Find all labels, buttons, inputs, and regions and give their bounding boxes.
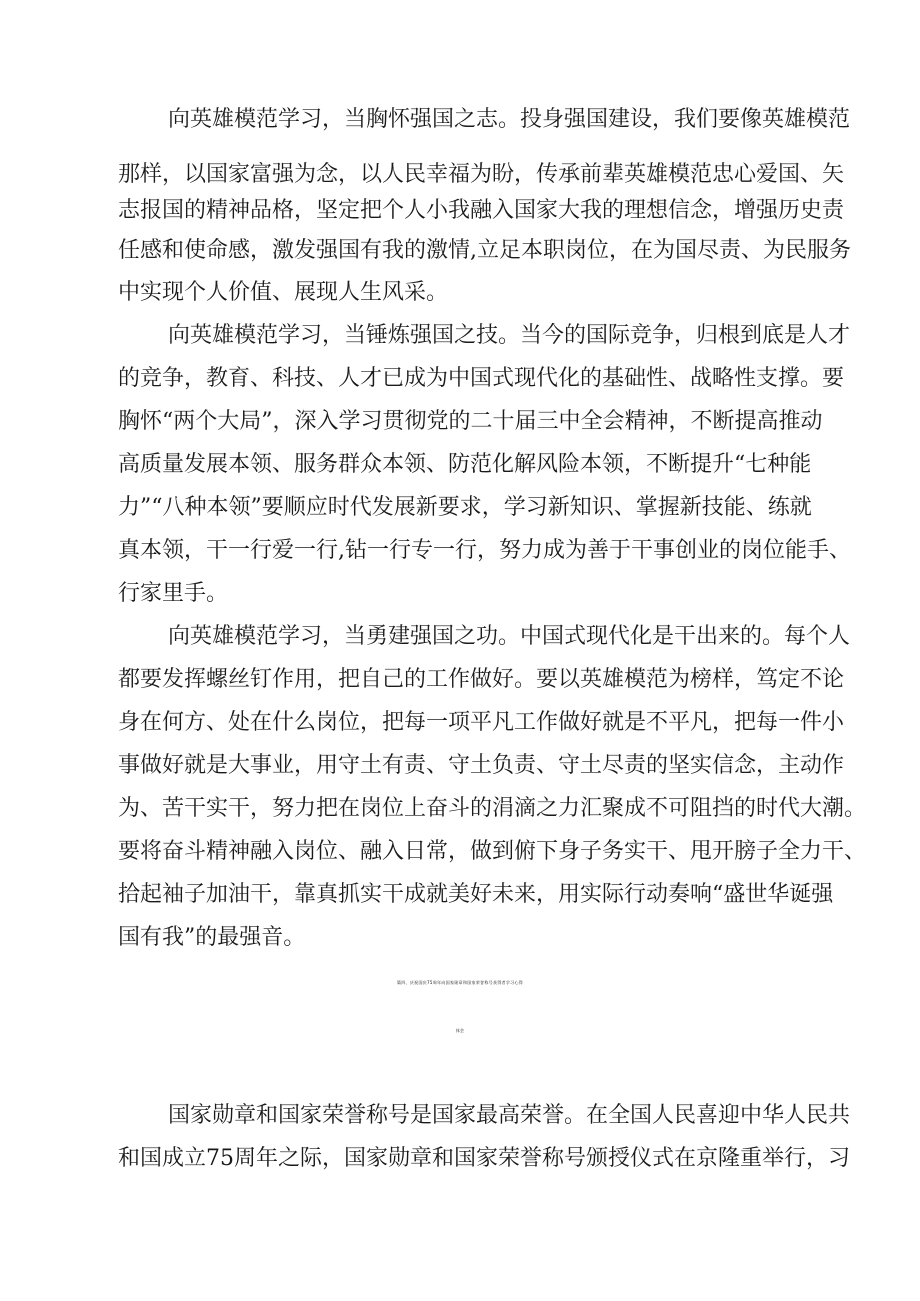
paragraph-line: 为、苦干实干，努力把在岗位上奋斗的涓滴之力汇聚成不可阻挡的时代大潮。	[118, 796, 867, 821]
paragraph-line: 向英雄模范学习，当锤炼强国之技。当今的国际竞争，归根到底是人才	[168, 323, 851, 348]
paragraph-line: 国有我”的最强音。	[118, 925, 306, 950]
paragraph-line: 胸怀“两个大局”，深入学习贯彻党的二十届三中全会精神，不断提高推动	[118, 409, 823, 434]
paragraph-line: 的竞争，教育、科技、人才已成为中国式现代化的基础性、战略性支撑。要	[118, 366, 845, 391]
paragraph-line: 向英雄模范学习，当勇建强国之功。中国式现代化是干出来的。每个人	[168, 624, 851, 649]
section-heading-line: 体会	[455, 1028, 465, 1033]
paragraph-line: 中实现个人价值、展现人生风采。	[118, 280, 449, 305]
paragraph-line: 力”“八种本领”要顺应时代发展新要求，学习新知识、掌握新技能、练就	[118, 495, 812, 520]
paragraph-line: 那样，以国家富强为念，以人民幸福为盼，传承前辈英雄模范忠心爱国、矢	[118, 162, 845, 187]
paragraph-line: 高质量发展本领、服务群众本领、防范化解风险本领，不断提升“七种能	[118, 452, 812, 477]
paragraph-line: 和国成立75周年之际，国家勋章和国家荣誉称号颁授仪式在京隆重举行，习	[118, 1146, 850, 1171]
paragraph-line: 国家勋章和国家荣誉称号是国家最高荣誉。在全国人民喜迎中华人民共	[168, 1103, 851, 1128]
paragraph-line: 行家里手。	[118, 581, 229, 606]
paragraph-line: 向英雄模范学习，当胸怀强国之志。投身强国建设，我们要像英雄模范	[168, 107, 851, 132]
section-heading-line: 篇四、庆祝国庆75周年向国家勋章和国家荣誉称号获得者学习心得	[396, 980, 524, 985]
paragraph-line: 真本领，干一行爱一行,钻一行专一行，努力成为善于干事创业的岗位能手、	[118, 538, 851, 563]
paragraph-line: 拾起袖子加油干，靠真抓实干成就美好未来，用实际行动奏响“盛世华诞强	[118, 882, 834, 907]
paragraph-line: 身在何方、处在什么岗位，把每一项平凡工作做好就是不平凡，把每一件小	[118, 710, 845, 735]
paragraph-line: 都要发挥螺丝钉作用，把自己的工作做好。要以英雄模范为榜样，笃定不论	[118, 667, 845, 692]
paragraph-line: 志报国的精神品格，坚定把个人小我融入国家大我的理想信念，增强历史责	[118, 198, 845, 223]
paragraph-line: 任感和使命感，激发强国有我的激情,立足本职岗位，在为国尽责、为民服务	[118, 238, 851, 263]
paragraph-line: 要将奋斗精神融入岗位、融入日常，做到俯下身子务实干、甩开膀子全力干、	[118, 839, 867, 864]
paragraph-line: 事做好就是大事业，用守土有责、守土负责、守土尽责的坚实信念，主动作	[118, 753, 845, 778]
